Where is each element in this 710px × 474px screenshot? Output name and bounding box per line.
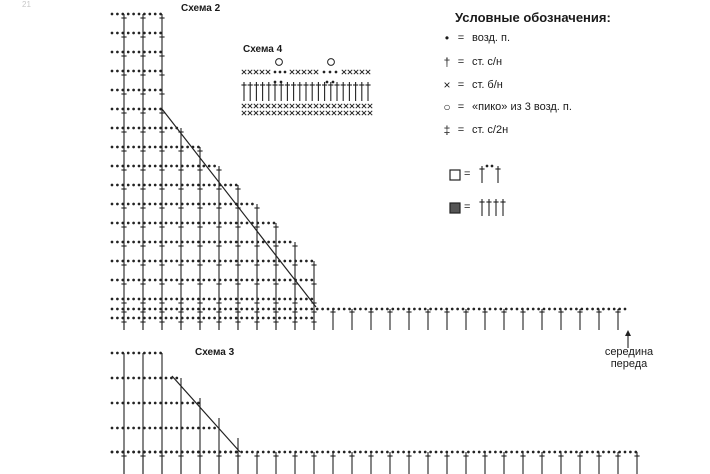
schema-2-chart	[111, 13, 631, 348]
equals-sign: =	[457, 124, 465, 136]
center-note-line-1: середина	[604, 346, 654, 358]
equals-sign: =	[457, 32, 465, 44]
legend-text: ст. б/н	[472, 79, 503, 91]
equals-sign: =	[457, 101, 465, 113]
treble-crochet-icon: ‡	[443, 123, 451, 137]
equals-sign: =	[457, 56, 465, 68]
legend-item-double-crochet	[440, 55, 502, 69]
center-front-note	[597, 346, 661, 370]
equals-sign: =	[464, 201, 471, 213]
legend-text: «пико» из 3 возд. п.	[472, 101, 572, 113]
legend-item-chain	[440, 31, 510, 45]
equals-sign: =	[464, 168, 471, 180]
schema-3-title: Схема 3	[195, 347, 235, 358]
legend-item-treble-crochet	[440, 123, 508, 137]
schema-2-title: Схема 2	[181, 3, 221, 14]
schema-4-title: Схема 4	[243, 44, 283, 55]
page-number: 21	[22, 0, 31, 9]
legend-text: ст. с/2н	[472, 124, 509, 136]
legend-title: Условные обозначения:	[455, 10, 611, 25]
schema-4-chart	[241, 59, 372, 116]
legend-item-picot	[440, 100, 572, 114]
legend-symbols	[450, 165, 506, 216]
equals-sign: =	[457, 79, 465, 91]
center-note-line-2: переда	[610, 358, 648, 370]
schema-3-chart	[111, 352, 640, 474]
legend-text: возд. п.	[472, 32, 511, 44]
single-crochet-icon: ×	[443, 78, 451, 92]
chain-dot-icon: •	[444, 31, 450, 45]
double-crochet-icon: †	[443, 55, 451, 69]
picot-icon: ○	[443, 100, 451, 114]
legend-item-single-crochet	[440, 78, 503, 92]
legend-text: ст. с/н	[472, 56, 503, 68]
